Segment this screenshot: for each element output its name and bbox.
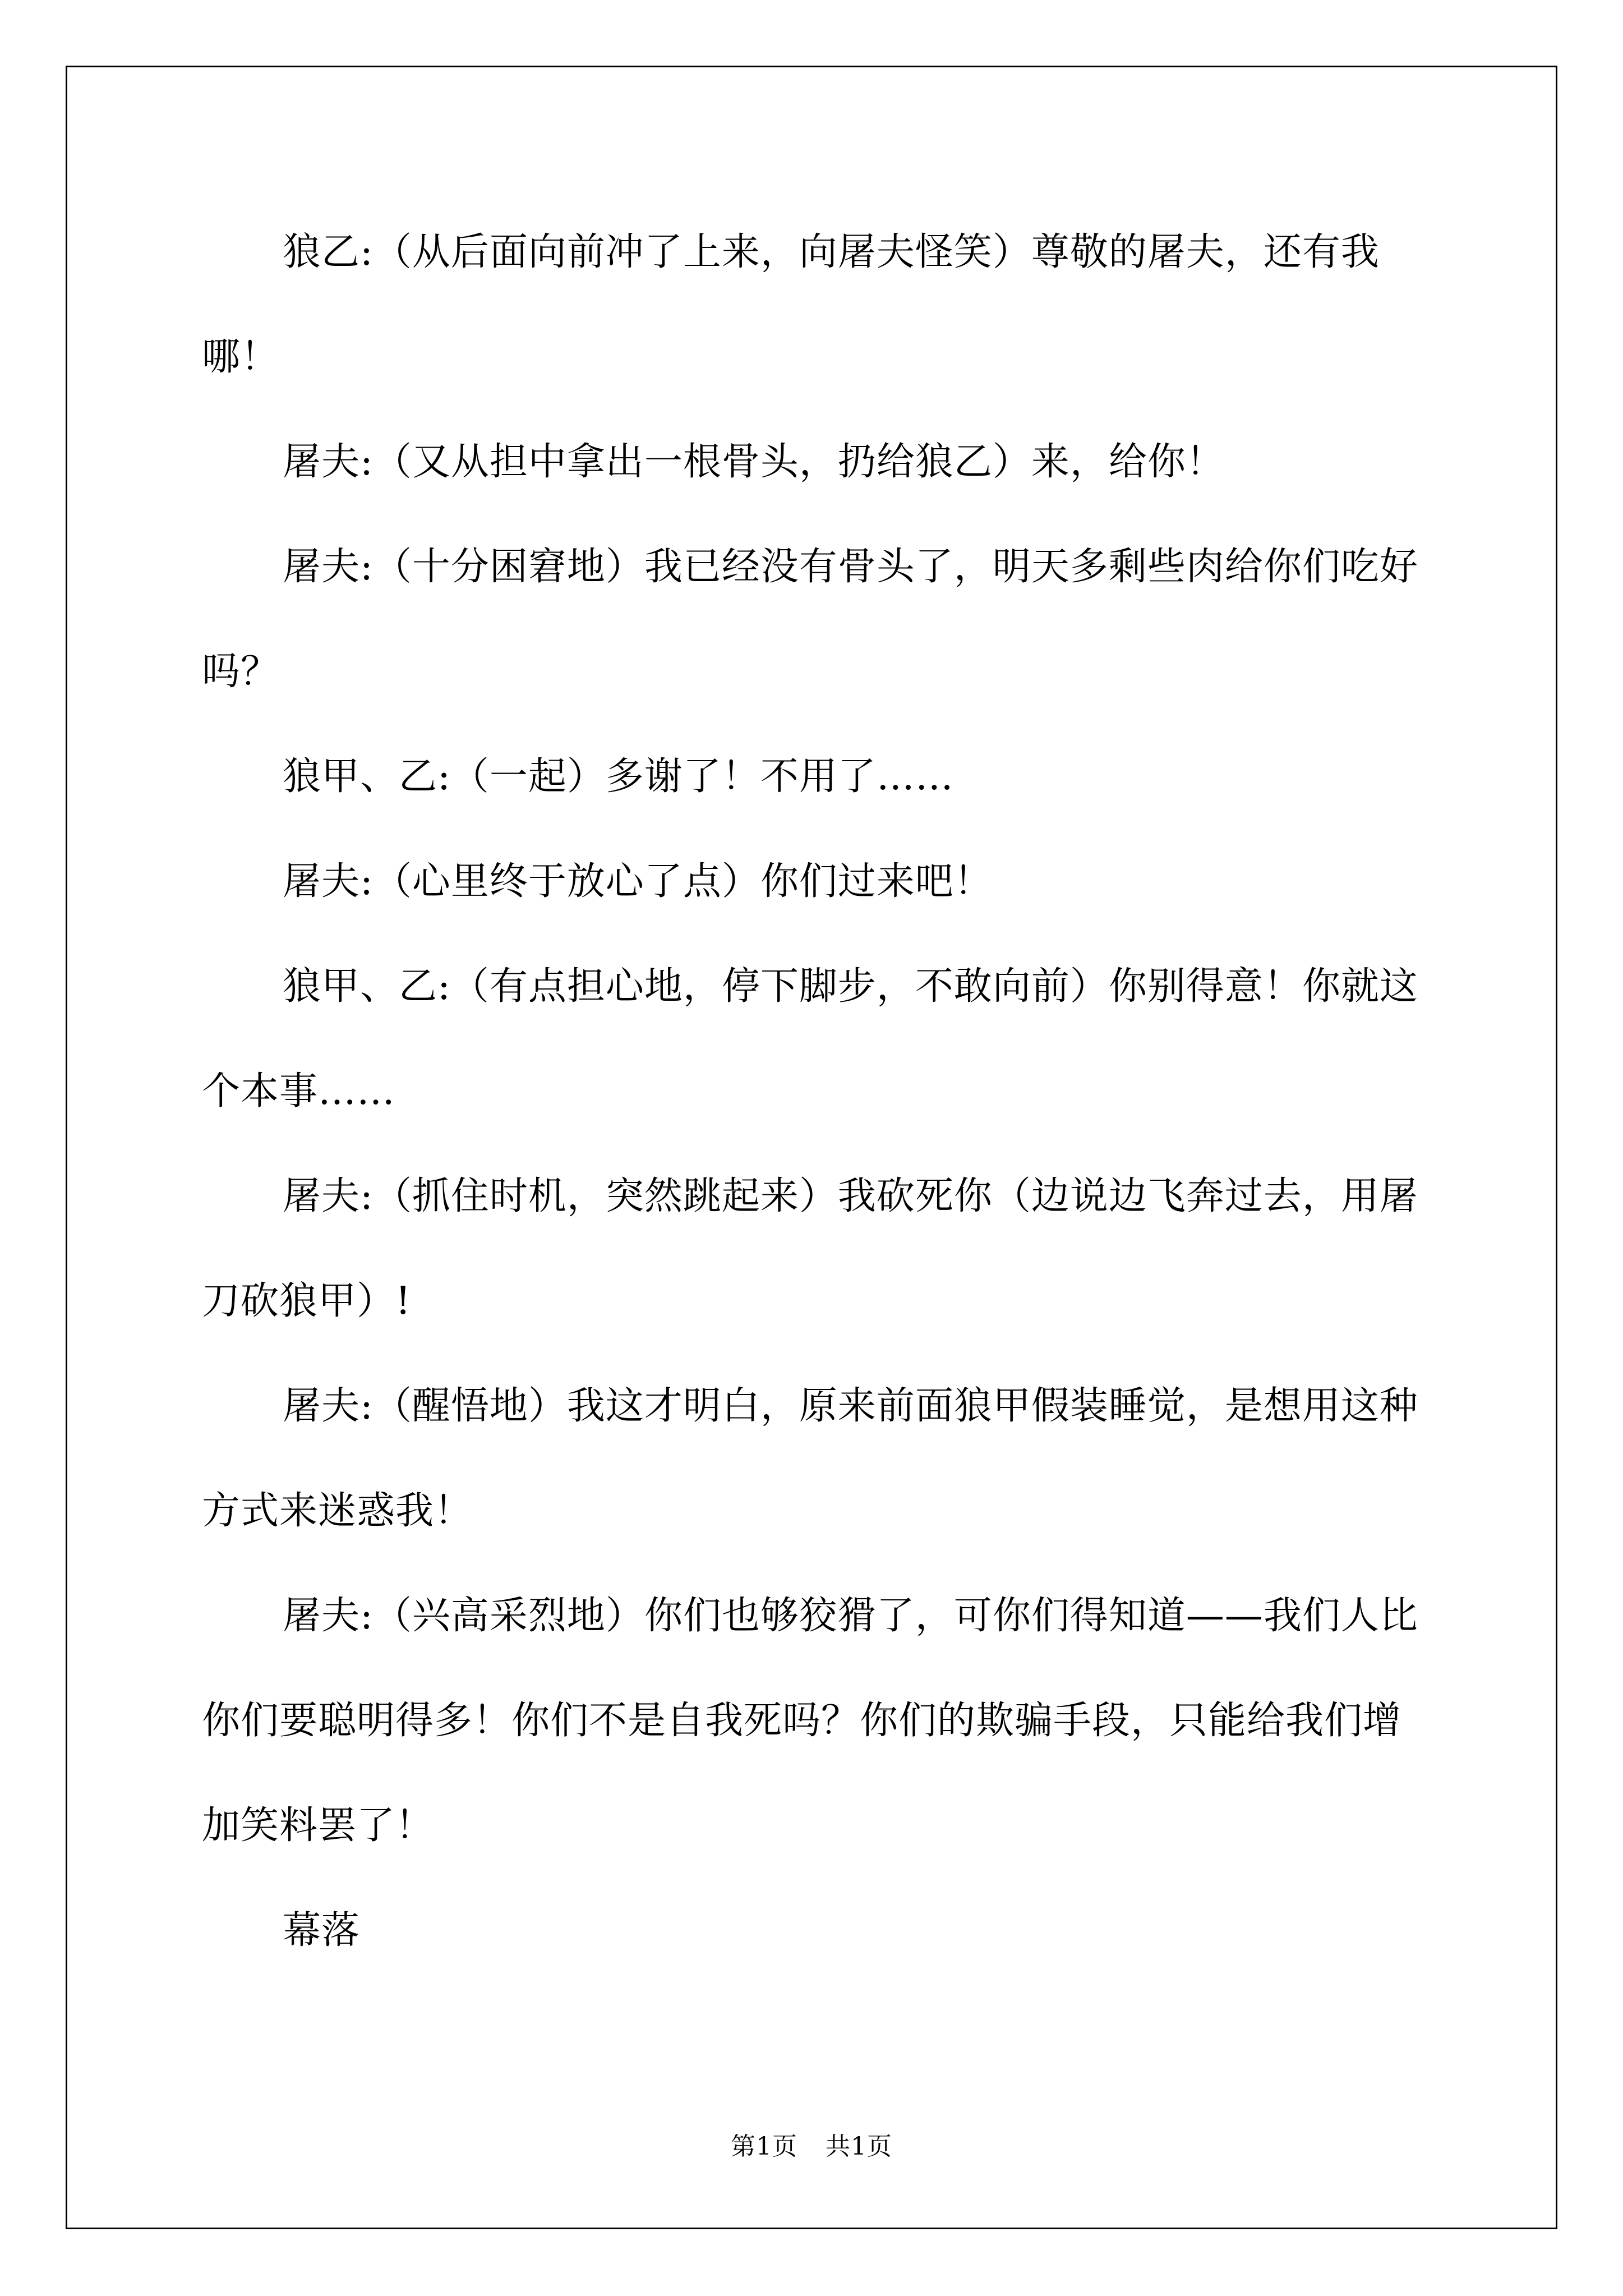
paragraph-5: 屠夫:（心里终于放心了点）你们过来吧！ — [283, 859, 993, 904]
paragraph-10-curtain: 幕落 — [283, 1908, 361, 1953]
paragraph-7: 屠夫:（抓住时机，突然跳起来）我砍死你（边说边飞奔过去，用屠刀砍狼甲）! — [202, 1174, 1418, 1323]
paragraph-4: 狼甲、乙:（一起）多谢了！不用了…… — [283, 754, 954, 799]
page-footer — [0, 2130, 1623, 2164]
page-number-total: 共1页 — [826, 2132, 892, 2161]
paragraph-2: 屠夫:（又从担中拿出一根骨头，扔给狼乙）来，给你！ — [283, 440, 1225, 484]
page-number-current: 第1页 — [731, 2132, 797, 2161]
paragraph-3: 屠夫:（十分困窘地）我已经没有骨头了，明天多剩些肉给你们吃好吗？ — [202, 545, 1418, 694]
paragraph-9: 屠夫:（兴高采烈地）你们也够狡猾了，可你们得知道——我们人比你们要聪明得多！你们不是自我死吗？你们的欺骗手段，只能给我们增加笑料罢了！ — [202, 1594, 1418, 1848]
document-body — [202, 0, 1430, 1983]
paragraph-1: 狼乙:（从后面向前冲了上来，向屠夫怪笑）尊敬的屠夫，还有我哪！ — [202, 230, 1380, 379]
paragraph-8: 屠夫:（醒悟地）我这才明白，原来前面狼甲假装睡觉，是想用这种方式来迷惑我！ — [202, 1384, 1418, 1533]
paragraph-6: 狼甲、乙:（有点担心地，停下脚步，不敢向前）你别得意！你就这个本事…… — [202, 964, 1418, 1114]
